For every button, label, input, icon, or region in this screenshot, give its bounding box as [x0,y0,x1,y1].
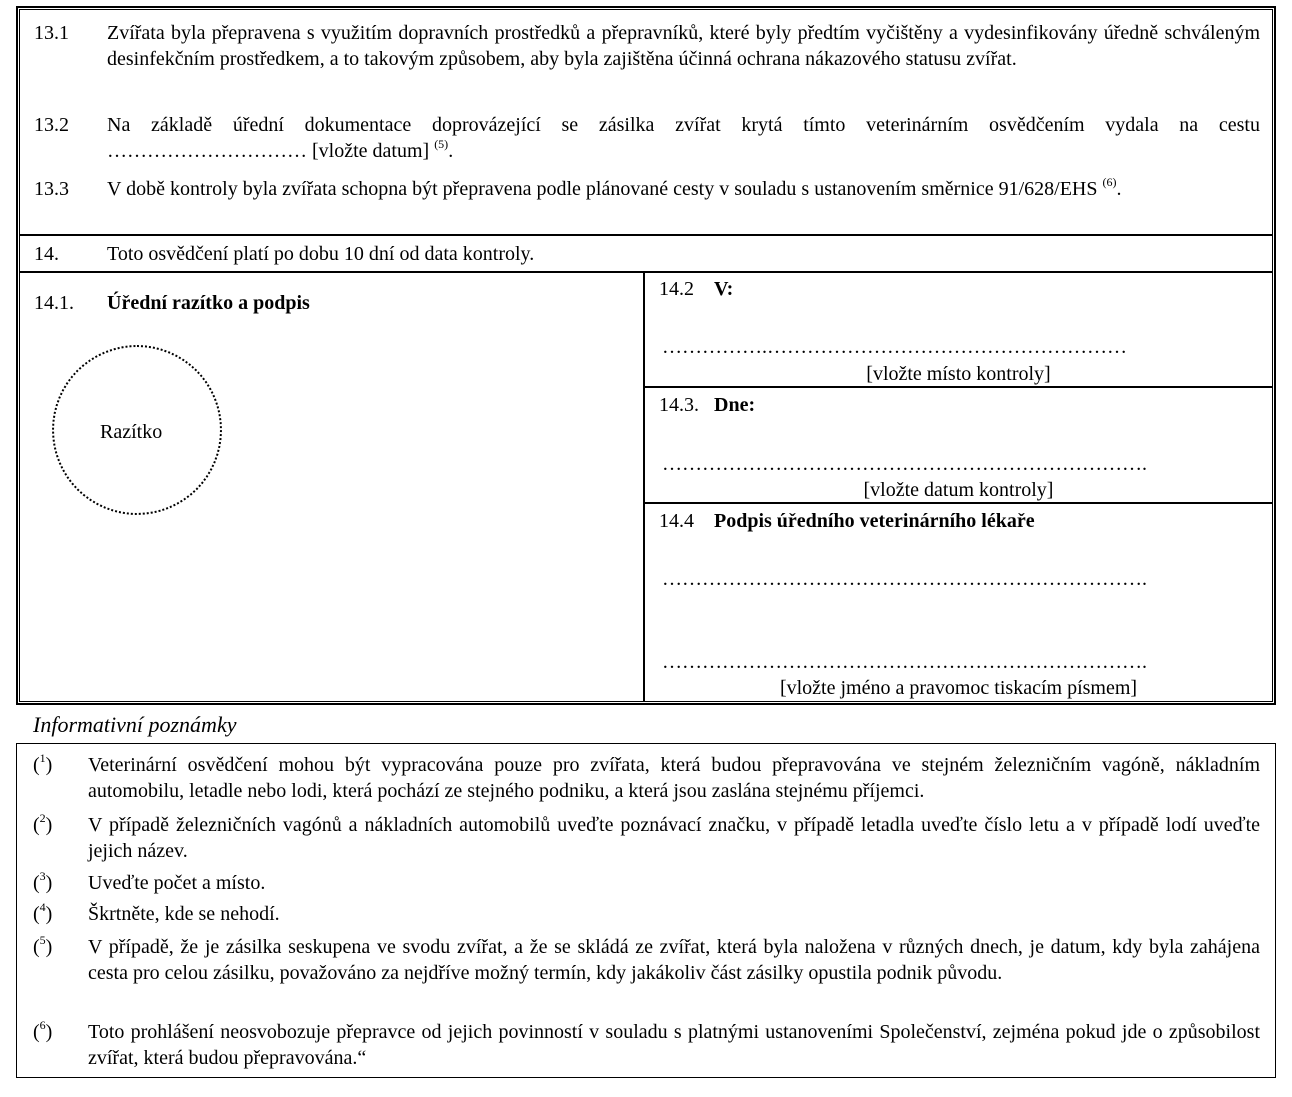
note-5-marker [33,934,52,960]
note-4-close: ) [45,903,53,925]
date-field[interactable]: ………………………………………………………………. [662,453,1147,475]
name-hint: [vložte jméno a pravomoc tiskacím písmem] [779,677,1138,699]
note-2-open: ( [33,814,40,836]
note-3-close: ) [45,872,53,894]
note-6-close: ) [45,1021,53,1043]
date-placeholder: ………………………… [vložte datum] [107,140,430,162]
notes-heading: Informativní poznámky [33,712,237,737]
item-14-1-label: Úřední razítko a podpis [107,292,310,314]
item-14-4-label: Podpis úředního veterinárního lékaře [714,510,1035,532]
item-13-2-line2 [107,138,1260,164]
note-2-number: 2 [39,811,46,825]
item-13-3-body: V době kontroly byla zvířata schopna být přepravena podle plánované cesty v souladu s ustanovením směrnice 91/628/EHS [107,178,1098,200]
item-14-3-number: 14.3. [659,394,699,416]
note-4-marker [33,901,52,927]
place-hint: [vložte místo kontroly] [866,363,1051,385]
signature-field[interactable]: ………………………………………………………………. [662,568,1147,590]
note-2-close: ) [45,814,53,836]
note-5-text: V případě, že je zásilka seskupena ve svodu zvířat, a že se skládá ze zvířat, která byla naložena v různých dnech, je datum, kdy byla zahájena cesta pro celou zásilku, považováno za nejdříve možný termín, kdy jakákoliv část zásilky opustila podnik původu. [88,936,1260,984]
item-14-2-label: V: [714,278,734,300]
note-3-marker [33,870,52,896]
note-4-number: 4 [39,900,46,914]
item-13-1-text: Zvířata byla přepravena s využitím dopravních prostředků a přepravníků, které byly předtím vyčištěny a vydesinfikovány úředně schváleným desinfekčním prostředkem, a to takovým způsobem, aby byla zajištěna účinná ochrana nákazového statusu zvířat. [107,22,1260,70]
footnote-ref-5: (5) [434,137,449,151]
date-hint: [vložte datum kontroly] [863,479,1054,501]
stamp-label: Razítko [100,421,163,443]
note-4-open: ( [33,903,40,925]
divider-13-14 [19,234,1273,236]
item-13-2-period: . [448,140,454,162]
place-field[interactable]: …………….……………………………………………… [662,336,1127,358]
note-1-text: Veterinární osvědčení mohou být vypracována pouze pro zvířata, která budou přepravována ve stejném železničním vagóně, nákladním automobilu, letadle nebo lodi, která pochází ze stejného podniku, a která jsou zaslána stejnému příjemci. [88,754,1260,802]
note-1-marker [33,752,52,778]
name-field[interactable]: ………………………………………………………………. [662,651,1147,673]
note-6-marker [33,1019,52,1045]
note-5-number: 5 [39,933,46,947]
note-1-open: ( [33,754,40,776]
note-5-open: ( [33,936,40,958]
item-14-1-number: 14.1. [34,292,74,314]
note-1-number: 1 [39,751,46,765]
note-1-close: ) [45,754,53,776]
item-13-2-number: 13.2 [34,114,69,136]
note-6-open: ( [33,1021,40,1043]
note-2-text: V případě železničních vagónů a nákladních automobilů uveďte poznávací značku, v případě letadla uveďte číslo letu a v případě lodí uveďte jejich název. [88,814,1260,862]
item-13-3-number: 13.3 [34,178,69,200]
divider-14-141 [19,271,1273,273]
item-13-1-number: 13.1 [34,22,69,44]
item-14-number: 14. [34,243,59,265]
item-13-2-line1: Na základě úřední dokumentace doprovázející se zásilka zvířat krytá tímto veterinárním osvědčením vydala na cestu [107,114,1260,136]
footnote-ref-6: (6) [1102,175,1117,189]
item-14-text: Toto osvědčení platí po dobu 10 dní od data kontroly. [107,243,535,265]
item-13-3-period: . [1116,178,1122,200]
item-13-3-text [107,176,1260,202]
note-6-number: 6 [39,1018,46,1032]
note-3-text: Uveďte počet a místo. [88,872,266,894]
note-2-marker [33,812,52,838]
note-3-number: 3 [39,869,46,883]
note-4-text: Škrtněte, kde se nehodí. [88,903,280,925]
item-14-3-label: Dne: [714,394,756,416]
item-13-2-text [107,112,1260,164]
note-5-close: ) [45,936,53,958]
item-14-2-number: 14.2 [659,278,694,300]
note-6-text: Toto prohlášení neosvobozuje přepravce od jejich povinností v souladu s platnými ustanoveními Společenství, zejména pokud jde o způsobilost zvířat, která budou přepravována.“ [88,1021,1260,1069]
note-3-open: ( [33,872,40,894]
item-14-4-number: 14.4 [659,510,694,532]
